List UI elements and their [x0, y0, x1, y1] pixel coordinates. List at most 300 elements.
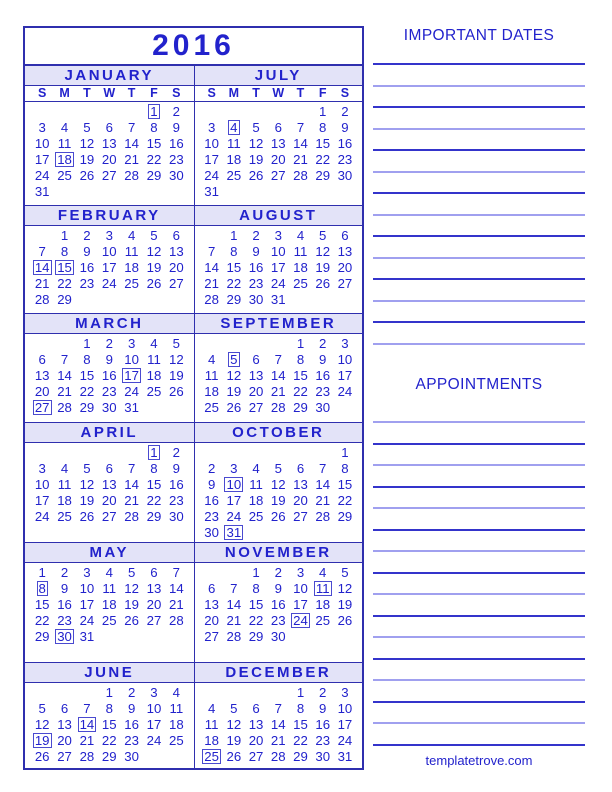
day-of-week-label: T — [127, 86, 136, 100]
empty-date-cell — [289, 525, 311, 541]
date-cell: 29 — [57, 291, 72, 307]
date-cell: 21 — [293, 152, 308, 167]
week-row — [31, 352, 188, 368]
date-cell: 10 — [79, 580, 95, 596]
date-cell: 28 — [226, 628, 242, 644]
date-cell: 3 — [38, 120, 46, 135]
date-cell: 12 — [79, 476, 95, 492]
boxed-holiday-date: 19 — [34, 733, 50, 749]
date-cell: 4 — [172, 685, 180, 701]
date-cell: 2 — [319, 685, 327, 701]
date-cell: 3 — [207, 120, 216, 135]
empty-date-cell — [223, 336, 245, 352]
empty-date-cell — [201, 685, 223, 701]
month-dates — [25, 226, 194, 308]
date-cell — [31, 581, 53, 597]
date-cell: 16 — [315, 368, 331, 384]
day-of-week-label: M — [59, 86, 70, 100]
note-line — [373, 529, 585, 531]
date-cell: 2 — [341, 104, 349, 119]
date-cell: 20 — [293, 492, 308, 508]
date-cell: 2 — [172, 104, 180, 119]
empty-date-cell — [120, 629, 142, 645]
empty-date-cell — [289, 292, 311, 308]
date-cell: 2 — [274, 564, 282, 580]
date-cell: 20 — [57, 733, 72, 749]
note-line — [373, 572, 585, 574]
week-row — [31, 493, 188, 509]
week-row — [201, 581, 357, 597]
date-cell: 20 — [101, 492, 117, 508]
date-cell: 25 — [101, 612, 117, 628]
date-cell: 19 — [79, 152, 95, 167]
date-cell: 8 — [296, 352, 305, 368]
month-december — [194, 663, 363, 768]
week-row — [31, 749, 188, 765]
month-august — [194, 206, 363, 314]
empty-date-cell — [76, 685, 98, 701]
month-september — [194, 314, 363, 422]
date-cell: 21 — [204, 275, 219, 291]
watermark: templatetrove.com — [425, 753, 533, 768]
empty-date-cell — [76, 104, 98, 120]
month-pair-row — [25, 662, 362, 768]
date-cell: 12 — [79, 136, 95, 151]
date-cell: 9 — [274, 580, 282, 596]
date-cell: 30 — [169, 508, 184, 524]
date-cell: 27 — [248, 400, 264, 416]
date-cell: 14 — [124, 136, 139, 151]
empty-date-cell — [223, 104, 245, 120]
month-title: APRIL — [25, 423, 194, 443]
date-cell: 20 — [169, 259, 184, 275]
date-cell: 2 — [319, 336, 327, 352]
date-cell: 26 — [248, 168, 264, 183]
empty-date-cell — [267, 685, 289, 701]
date-cell: 3 — [230, 460, 238, 476]
date-cell: 17 — [79, 596, 95, 612]
date-cell: 21 — [79, 733, 95, 749]
date-cell: 27 — [101, 508, 117, 524]
boxed-holiday-date: 1 — [150, 444, 158, 460]
week-row — [201, 336, 357, 352]
empty-date-cell — [165, 400, 187, 416]
date-cell: 30 — [337, 168, 353, 183]
date-cell: 3 — [83, 564, 91, 580]
date-cell: 26 — [79, 168, 95, 183]
date-cell: 22 — [79, 384, 95, 400]
date-cell: 30 — [101, 400, 117, 416]
date-cell: 31 — [79, 628, 95, 644]
date-cell — [289, 613, 311, 629]
week-row — [201, 136, 357, 152]
date-cell: 10 — [293, 580, 308, 596]
date-cell — [53, 260, 75, 276]
date-cell: 11 — [124, 243, 139, 259]
date-cell: 27 — [204, 628, 219, 644]
date-cell — [223, 525, 245, 541]
note-line — [373, 636, 585, 638]
date-cell: 18 — [101, 596, 117, 612]
empty-date-cell — [245, 445, 267, 461]
date-cell: 4 — [60, 460, 69, 476]
month-title: NOVEMBER — [195, 543, 363, 563]
date-cell: 14 — [124, 476, 139, 492]
date-cell: 2 — [207, 460, 216, 476]
note-line — [373, 321, 585, 323]
boxed-holiday-date: 10 — [226, 476, 242, 492]
date-cell: 9 — [105, 352, 113, 368]
week-row — [31, 445, 188, 461]
date-cell: 16 — [169, 136, 184, 151]
day-of-week-label: S — [172, 86, 181, 100]
empty-date-cell — [312, 525, 334, 541]
date-cell: 9 — [127, 701, 136, 717]
date-cell: 4 — [296, 227, 305, 243]
date-cell: 27 — [57, 749, 72, 765]
boxed-holiday-date: 24 — [293, 612, 308, 628]
day-of-week-label: S — [340, 86, 350, 100]
note-line — [373, 679, 585, 681]
week-row — [201, 749, 357, 765]
date-cell: 25 — [169, 733, 184, 749]
months-grid — [25, 66, 362, 768]
week-row — [201, 613, 357, 629]
boxed-holiday-date: 18 — [57, 152, 72, 167]
week-row — [31, 276, 188, 292]
date-cell: 2 — [127, 685, 136, 701]
date-cell: 5 — [230, 701, 238, 717]
date-cell: 31 — [337, 749, 353, 765]
month-title: FEBRUARY — [25, 206, 194, 226]
date-cell: 26 — [146, 275, 162, 291]
date-cell: 24 — [337, 733, 353, 749]
date-cell: 15 — [337, 476, 353, 492]
date-cell: 27 — [248, 749, 264, 765]
note-line — [373, 171, 585, 173]
month-july — [194, 66, 363, 205]
date-cell: 8 — [296, 701, 305, 717]
date-cell: 21 — [124, 152, 139, 167]
date-cell: 9 — [341, 120, 349, 135]
date-cell: 13 — [270, 136, 286, 151]
note-line — [373, 550, 585, 552]
month-title: OCTOBER — [195, 423, 363, 443]
week-row — [31, 565, 188, 581]
date-cell: 5 — [83, 120, 91, 135]
date-cell: 4 — [319, 564, 327, 580]
date-cell: 15 — [293, 717, 308, 733]
date-cell: 19 — [270, 492, 286, 508]
date-cell: 28 — [124, 168, 139, 183]
empty-date-cell — [223, 685, 245, 701]
empty-date-cell — [245, 336, 267, 352]
date-cell: 1 — [83, 336, 91, 352]
date-cell: 10 — [204, 136, 219, 151]
date-cell: 3 — [150, 685, 158, 701]
date-cell: 10 — [337, 352, 353, 368]
week-row — [31, 733, 188, 749]
date-cell: 6 — [341, 227, 349, 243]
date-cell — [223, 120, 245, 136]
date-cell: 1 — [296, 685, 305, 701]
empty-date-cell — [165, 184, 187, 200]
empty-date-cell — [312, 445, 334, 461]
month-pair-row — [25, 205, 362, 314]
note-line — [373, 235, 585, 237]
date-cell: 8 — [150, 120, 158, 135]
date-cell: 6 — [105, 460, 113, 476]
note-line — [373, 744, 585, 746]
boxed-holiday-date: 1 — [150, 104, 158, 119]
date-cell: 27 — [270, 168, 286, 183]
date-cell: 15 — [226, 259, 242, 275]
date-cell — [201, 749, 223, 765]
date-cell: 14 — [270, 717, 286, 733]
empty-date-cell — [120, 184, 142, 200]
date-cell: 13 — [101, 136, 117, 151]
date-cell: 30 — [124, 749, 139, 765]
note-line — [373, 63, 585, 65]
date-cell: 25 — [226, 168, 242, 183]
date-cell: 18 — [315, 596, 331, 612]
date-cell: 25 — [124, 275, 139, 291]
empty-date-cell — [223, 565, 245, 581]
date-cell: 8 — [252, 580, 260, 596]
note-line — [373, 421, 585, 423]
empty-date-cell — [245, 685, 267, 701]
date-cell: 9 — [60, 580, 69, 596]
month-title: MARCH — [25, 314, 194, 334]
week-row — [31, 509, 188, 525]
date-cell: 21 — [57, 384, 72, 400]
day-of-week-header — [25, 86, 194, 102]
date-cell: 17 — [204, 152, 219, 167]
date-cell: 29 — [293, 400, 308, 416]
empty-date-cell — [289, 104, 311, 120]
date-cell: 14 — [270, 368, 286, 384]
date-cell: 9 — [172, 460, 180, 476]
date-cell: 20 — [248, 384, 264, 400]
date-cell: 28 — [169, 612, 184, 628]
date-cell: 16 — [337, 136, 353, 151]
appointments-lines — [373, 421, 585, 765]
empty-date-cell — [31, 228, 53, 244]
date-cell: 7 — [38, 243, 46, 259]
date-cell: 21 — [226, 612, 242, 628]
date-cell: 25 — [293, 275, 308, 291]
month-dates — [25, 683, 194, 765]
week-row — [31, 685, 188, 701]
boxed-holiday-date: 17 — [124, 368, 139, 384]
empty-date-cell — [312, 629, 334, 645]
week-row — [31, 629, 188, 645]
week-row — [31, 477, 188, 493]
day-of-week-label: S — [38, 86, 47, 100]
date-cell: 27 — [293, 508, 308, 524]
date-cell: 20 — [101, 152, 117, 167]
date-cell: 21 — [315, 492, 331, 508]
day-of-week-label: W — [103, 86, 116, 100]
date-cell: 7 — [230, 580, 238, 596]
date-cell: 4 — [207, 352, 216, 368]
date-cell: 26 — [169, 384, 184, 400]
date-cell: 13 — [146, 580, 162, 596]
date-cell: 9 — [83, 243, 91, 259]
date-cell: 30 — [169, 168, 184, 183]
date-cell: 7 — [83, 701, 91, 717]
boxed-holiday-date: 30 — [57, 628, 72, 644]
empty-date-cell — [267, 184, 289, 200]
date-cell: 2 — [105, 336, 113, 352]
date-cell: 15 — [293, 368, 308, 384]
date-cell: 11 — [226, 136, 241, 151]
empty-date-cell — [143, 629, 165, 645]
month-november — [194, 543, 363, 663]
date-cell: 30 — [270, 628, 286, 644]
month-title: MAY — [25, 543, 194, 563]
date-cell: 17 — [34, 492, 50, 508]
date-cell: 12 — [124, 580, 139, 596]
week-row — [31, 717, 188, 733]
week-row — [31, 260, 188, 276]
date-cell: 4 — [150, 336, 158, 352]
month-dates — [25, 443, 194, 525]
date-cell: 18 — [169, 717, 184, 733]
date-cell: 16 — [204, 492, 219, 508]
date-cell: 6 — [296, 460, 305, 476]
date-cell: 29 — [293, 749, 308, 765]
date-cell: 17 — [34, 152, 50, 167]
date-cell: 1 — [105, 685, 113, 701]
empty-date-cell — [334, 292, 356, 308]
date-cell: 6 — [150, 564, 158, 580]
date-cell: 10 — [34, 476, 50, 492]
empty-date-cell — [267, 336, 289, 352]
note-line — [373, 85, 585, 87]
date-cell: 22 — [146, 492, 162, 508]
empty-date-cell — [245, 184, 267, 200]
date-cell: 23 — [315, 384, 331, 400]
empty-date-cell — [53, 184, 75, 200]
date-cell — [143, 445, 165, 461]
date-cell: 18 — [248, 492, 264, 508]
date-cell — [53, 629, 75, 645]
date-cell: 28 — [293, 168, 308, 183]
month-title: JULY — [195, 66, 363, 86]
week-row — [31, 136, 188, 152]
date-cell: 20 — [248, 733, 264, 749]
week-row — [201, 152, 357, 168]
empty-date-cell — [98, 292, 120, 308]
note-line — [373, 300, 585, 302]
day-of-week-label: T — [296, 86, 305, 100]
week-row — [31, 120, 188, 136]
date-cell: 29 — [226, 291, 242, 307]
date-cell: 14 — [315, 476, 331, 492]
date-cell: 6 — [60, 701, 69, 717]
date-cell: 28 — [270, 749, 286, 765]
note-line — [373, 149, 585, 151]
date-cell: 16 — [57, 596, 72, 612]
date-cell: 25 — [57, 508, 72, 524]
date-cell: 15 — [146, 136, 162, 151]
day-of-week-label: W — [272, 86, 285, 100]
week-row — [201, 276, 357, 292]
date-cell: 12 — [248, 136, 264, 151]
week-row — [31, 461, 188, 477]
date-cell: 1 — [252, 564, 260, 580]
month-pair-row — [25, 422, 362, 542]
date-cell: 15 — [315, 136, 331, 151]
date-cell: 6 — [38, 352, 46, 368]
date-cell: 16 — [124, 717, 139, 733]
week-row — [31, 701, 188, 717]
date-cell: 28 — [204, 291, 219, 307]
boxed-holiday-date: 11 — [315, 580, 330, 596]
date-cell: 3 — [341, 685, 349, 701]
date-cell: 5 — [83, 460, 91, 476]
week-row — [31, 292, 188, 308]
month-may — [25, 543, 194, 663]
empty-date-cell — [165, 292, 187, 308]
month-dates — [195, 102, 363, 200]
date-cell: 29 — [79, 400, 95, 416]
date-cell: 21 — [169, 596, 184, 612]
date-cell: 7 — [274, 701, 282, 717]
date-cell: 27 — [169, 275, 184, 291]
date-cell: 7 — [127, 460, 136, 476]
date-cell: 11 — [147, 352, 161, 368]
week-row — [31, 104, 188, 120]
date-cell: 30 — [204, 524, 219, 540]
month-title: DECEMBER — [195, 663, 363, 683]
date-cell: 26 — [337, 612, 353, 628]
date-cell: 5 — [150, 227, 158, 243]
date-cell: 19 — [226, 384, 242, 400]
empty-date-cell — [53, 685, 75, 701]
date-cell: 21 — [124, 492, 139, 508]
empty-date-cell — [201, 336, 223, 352]
date-cell: 23 — [270, 612, 286, 628]
date-cell: 23 — [169, 492, 184, 508]
date-cell: 21 — [270, 384, 286, 400]
empty-date-cell — [289, 445, 311, 461]
empty-date-cell — [53, 336, 75, 352]
date-cell: 28 — [79, 749, 95, 765]
note-line — [373, 658, 585, 660]
date-cell: 7 — [127, 120, 136, 135]
date-cell: 15 — [79, 368, 95, 384]
week-row — [201, 493, 357, 509]
date-cell: 17 — [226, 492, 242, 508]
date-cell: 29 — [337, 508, 353, 524]
date-cell: 8 — [105, 701, 113, 717]
empty-date-cell — [334, 629, 356, 645]
date-cell: 7 — [296, 120, 305, 135]
week-row — [31, 368, 188, 384]
date-cell: 5 — [172, 336, 180, 352]
empty-date-cell — [120, 292, 142, 308]
date-cell: 4 — [105, 564, 113, 580]
date-cell: 10 — [337, 701, 353, 717]
week-row — [31, 597, 188, 613]
note-line — [373, 507, 585, 509]
date-cell: 26 — [226, 749, 242, 765]
date-cell: 9 — [172, 120, 180, 135]
date-cell: 19 — [337, 596, 353, 612]
date-cell: 26 — [79, 508, 95, 524]
